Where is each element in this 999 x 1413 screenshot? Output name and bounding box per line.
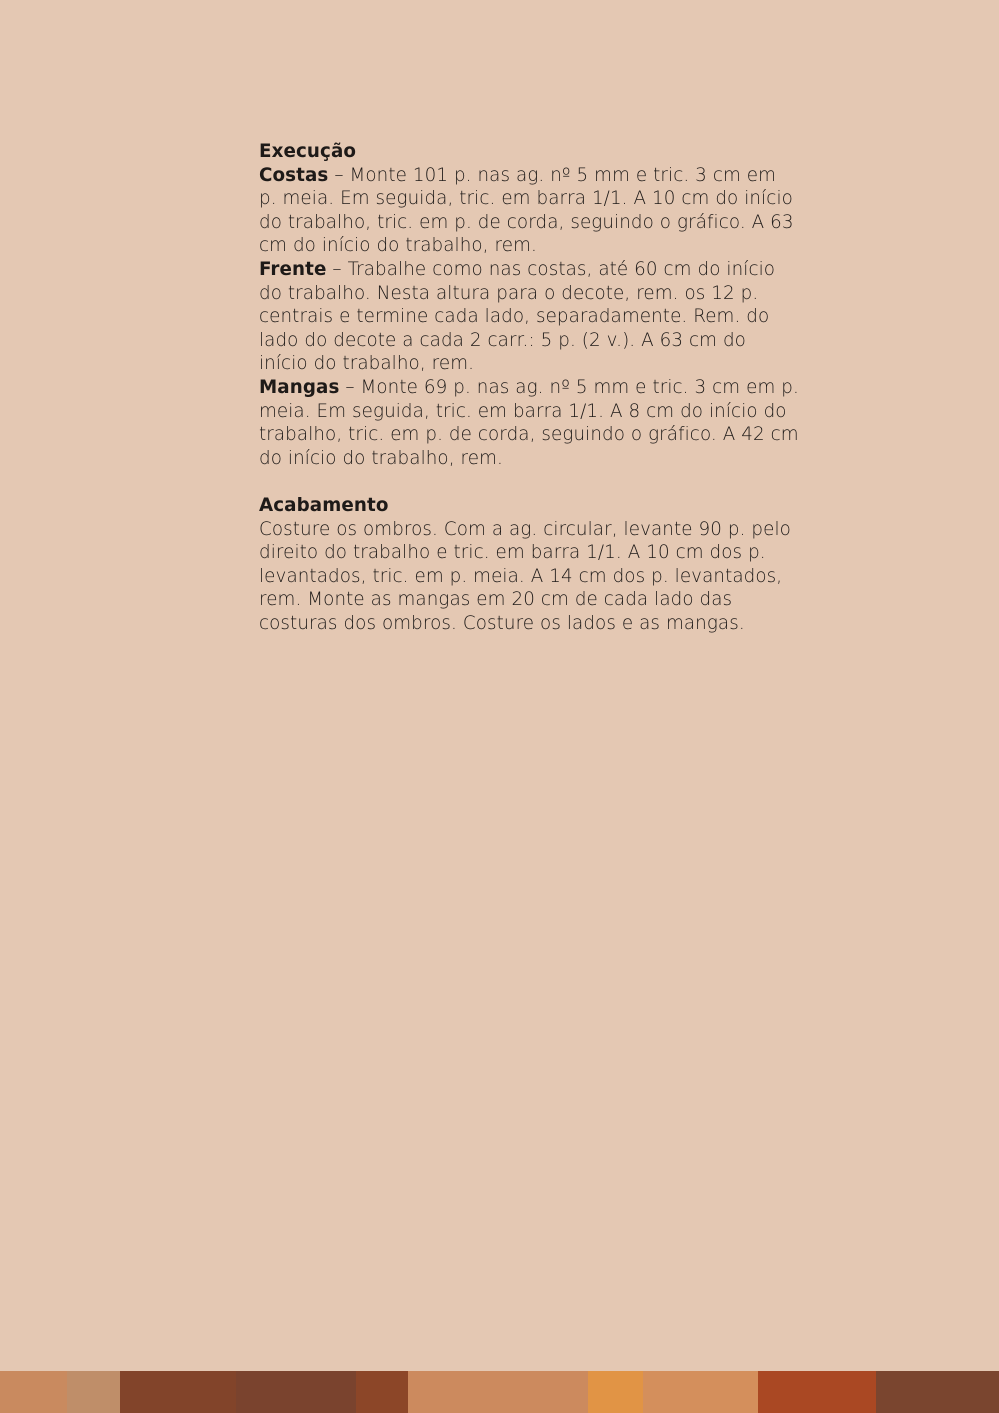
paragraph-mangas: [259, 376, 799, 470]
color-stripe: [876, 1371, 999, 1413]
mangas-text: – Monte 69 p. nas ag. nº 5 mm e tric. 3 cm em p. meia. Em seguida, tric. em barra 1/1. A 8 cm do início do trabalho, tric. em p. de corda, seguindo o gráfico. A 42 cm do início do trabalho, rem.: [259, 376, 799, 469]
document-body: [259, 140, 799, 635]
color-stripe: [356, 1371, 408, 1413]
color-stripe: [408, 1371, 588, 1413]
color-stripe: [236, 1371, 356, 1413]
section-title-acabamento: Acabamento: [259, 494, 389, 516]
color-stripe: [67, 1371, 120, 1413]
paragraph-frente: [259, 258, 799, 376]
color-stripe: [643, 1371, 758, 1413]
color-stripe: [758, 1371, 876, 1413]
costas-text: – Monte 101 p. nas ag. nº 5 mm e tric. 3 cm em p. meia. Em seguida, tric. em barra 1/1. A 10 cm do início do trabalho, tric. em p. de corda, seguindo o gráfico. A 63 cm do início do trabalho, rem.: [259, 164, 794, 257]
color-stripe: [120, 1371, 236, 1413]
section-title-execucao: Execução: [259, 141, 357, 162]
color-stripe: [0, 1371, 67, 1413]
section-spacer: [259, 470, 799, 494]
paragraph-costas: [259, 164, 799, 258]
color-stripe: [588, 1371, 643, 1413]
mangas-label: Mangas: [259, 376, 340, 398]
paragraph-acabamento: Costure os ombros. Com a ag. circular, levante 90 p. pelo direito do trabalho e tric. em barra 1/1. A 10 cm dos p. levantados, tric. em p. meia. A 14 cm dos p. levantados, rem. Monte as mangas em 20 cm de cada lado das costuras dos ombros. Costure os lados e as mangas.: [259, 518, 791, 634]
frente-label: Frente: [259, 258, 327, 280]
frente-text: – Trabalhe como nas costas, até 60 cm do início do trabalho. Nesta altura para o decote, rem. os 12 p. centrais e termine cada lado, separadamente. Rem. do lado do decote a cada 2 carr.: 5 p. (2 v.). A 63 cm do início do trabalho, rem.: [259, 258, 776, 375]
costas-label: Costas: [259, 164, 329, 186]
color-stripe-bar: [0, 1371, 999, 1413]
